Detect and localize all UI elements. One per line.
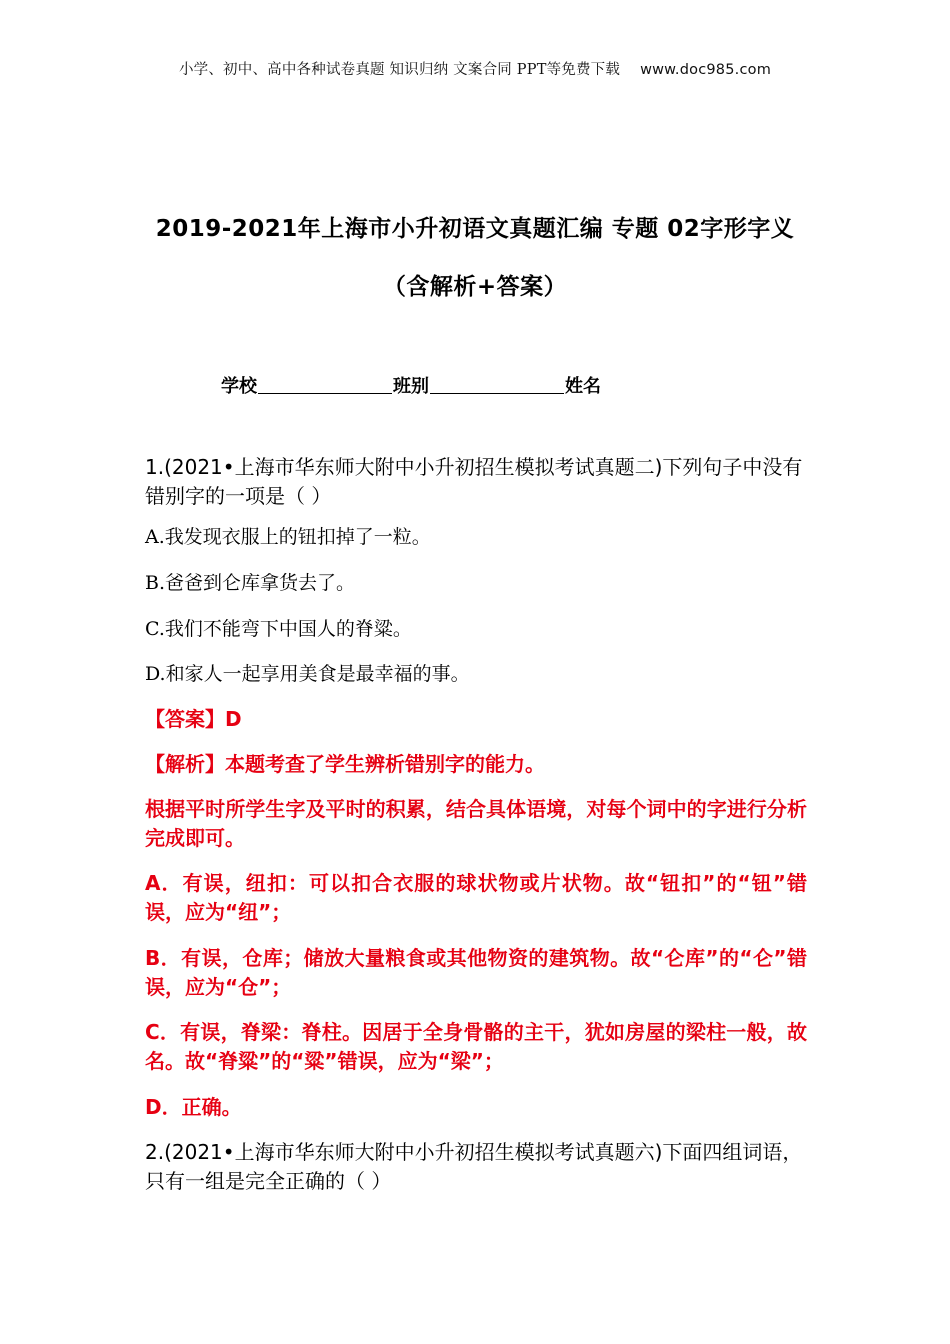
- question-1-stem: 1.(2021•上海市华东师大附中小升初招生模拟考试真题二)下列句子中没有错别字的一项是（ ）: [145, 455, 803, 508]
- school-label: 学校: [221, 376, 257, 397]
- header-url[interactable]: www.doc985.com: [640, 62, 772, 78]
- doc-subtitle: （含解析+答案）: [382, 274, 568, 300]
- page-header: [0, 58, 950, 79]
- class-blank: [430, 375, 564, 394]
- school-blank: [258, 375, 392, 394]
- analysis-line: B．有误，仓库；储放大量粮食或其他物资的建筑物。故“仑库”的“仑”错误，应为“仓”；: [145, 946, 807, 999]
- analysis-line: D．正确。: [145, 1095, 242, 1119]
- question-1-option-a: A.我发现衣服上的钮扣掉了一粒。: [145, 526, 431, 548]
- question-1-option-b: B.爸爸到仑库拿货去了。: [145, 572, 356, 594]
- question-1-option-d: D.和家人一起享用美食是最幸福的事。: [145, 663, 470, 685]
- analysis-line: C．有误，脊梁：脊柱。因居于全身骨骼的主干，犹如房屋的梁柱一般，故名。故“脊粱”的“粱”错误，应为“梁”；: [145, 1020, 807, 1073]
- question-1-option-c: C.我们不能弯下中国人的脊粱。: [145, 618, 412, 640]
- name-label: 姓名: [565, 376, 601, 397]
- question-1-answer: 【答案】D: [145, 707, 242, 731]
- analysis-line: A．有误，纽扣：可以扣合衣服的球状物或片状物。故“钮扣”的“钮”错误，应为“纽”；: [145, 871, 807, 924]
- class-label: 班别: [393, 376, 429, 397]
- student-info-fields: [221, 372, 601, 398]
- header-text: 小学、初中、高中各种试卷真题 知识归纳 文案合同 PPT等免费下载: [178, 62, 621, 78]
- analysis-line: 根据平时所学生字及平时的积累，结合具体语境，对每个词中的字进行分析完成即可。: [145, 797, 807, 850]
- question-2-stem: 2.(2021•上海市华东师大附中小升初招生模拟考试真题六)下面四组词语，只有一组是完全正确的（ ）: [145, 1140, 803, 1193]
- question-1-analysis-title: 【解析】本题考查了学生辨析错别字的能力。: [145, 752, 545, 776]
- doc-title: 2019-2021年上海市小升初语文真题汇编 专题 02字形字义: [155, 216, 795, 242]
